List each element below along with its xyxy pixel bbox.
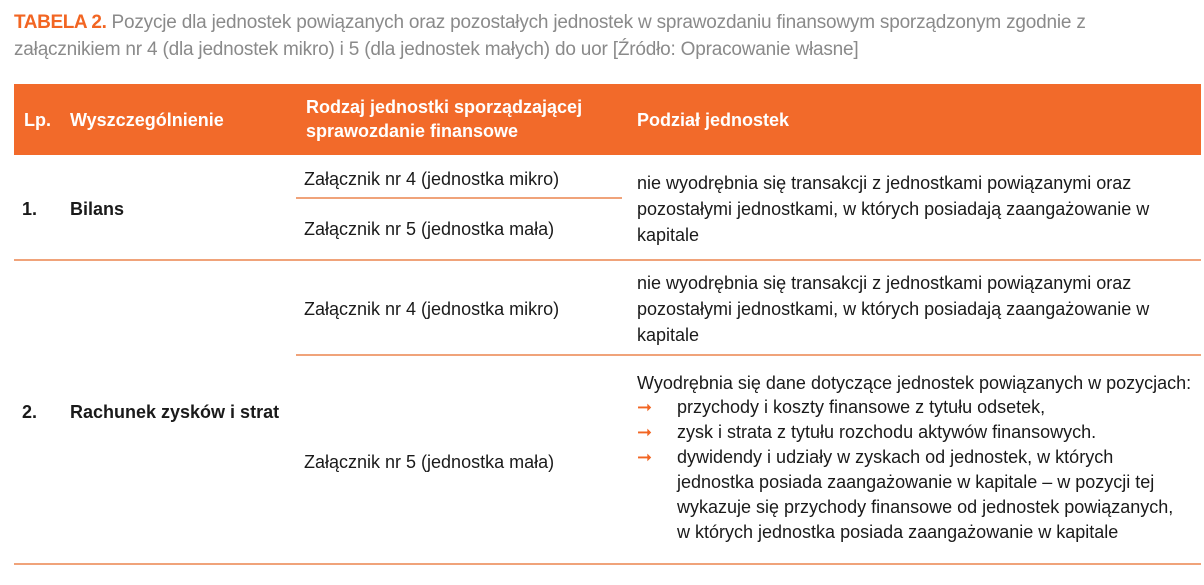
row-1-name: Bilans xyxy=(70,199,125,219)
right-arrow-icon: ➞ xyxy=(637,422,653,442)
row-1-type-mala: Załącznik nr 5 (jednostka mała) xyxy=(304,219,555,239)
caption-text: Pozycje dla jednostek powiązanych oraz pozostałych jednostek w sprawozdaniu finansowym sporządzonym zgodnie z załącznikiem nr 4 (dla jednostek mikro) i 5 (dla jednostek małych) do uor [Źródło: Opracowanie własne] xyxy=(14,12,1086,60)
row-2-name: Rachunek zysków i strat xyxy=(70,402,280,422)
list-item xyxy=(637,395,1177,420)
header-lp: Lp. xyxy=(24,110,51,130)
list-item-text: przychody i koszty finansowe z tytułu odsetek, xyxy=(677,397,1046,417)
row-2-type-mikro: Załącznik nr 4 (jednostka mikro) xyxy=(304,299,560,319)
row-2-bullet-list xyxy=(637,395,1177,545)
header-item: Wyszczególnienie xyxy=(70,110,224,130)
row-1-sub-divider xyxy=(296,197,622,199)
list-item xyxy=(637,420,1177,445)
row-2-type-mala: Załącznik nr 5 (jednostka mała) xyxy=(304,452,555,472)
list-item-text: dywidendy i udziały w zyskach od jednostek, w których jednostka posiada zaangażowanie w kapitale – w pozycji tej wykazuje się przychody finansowe od jednostek powiązanych, w których jednostka posiada zaangażowanie w kapitale xyxy=(677,447,1174,542)
table-header xyxy=(14,84,1201,155)
row-1-number: 1. xyxy=(22,199,38,219)
row-1-division: nie wyodrębnia się transakcji z jednostkami powiązanymi oraz pozostałymi jednostkami, w których posiadają zaangażowanie w kapitale xyxy=(637,173,1150,245)
row-2-division-mikro: nie wyodrębnia się transakcji z jednostkami powiązanymi oraz pozostałymi jednostkami, w których posiadają zaangażowanie w kapitale xyxy=(637,273,1150,345)
row-divider xyxy=(14,259,1201,261)
row-2-division-intro: Wyodrębnia się dane dotyczące jednostek powiązanych w pozycjach: xyxy=(637,373,1192,393)
header-type-line1: Rodzaj jednostki sporządzającej xyxy=(306,97,583,117)
header-division: Podział jednostek xyxy=(637,110,790,130)
caption-label: TABELA 2. xyxy=(14,12,107,33)
list-item-text: zysk i strata z tytułu rozchodu aktywów finansowych. xyxy=(677,422,1097,442)
table-caption xyxy=(14,9,1194,63)
row-2-number: 2. xyxy=(22,402,38,422)
right-arrow-icon: ➞ xyxy=(637,447,653,467)
right-arrow-icon: ➞ xyxy=(637,397,653,417)
row-2-sub-divider xyxy=(296,354,1201,356)
row-1-type-mikro: Załącznik nr 4 (jednostka mikro) xyxy=(304,169,560,189)
table-bottom-rule xyxy=(14,563,1201,565)
list-item xyxy=(637,445,1177,545)
header-type-line2: sprawozdanie finansowe xyxy=(306,121,519,141)
